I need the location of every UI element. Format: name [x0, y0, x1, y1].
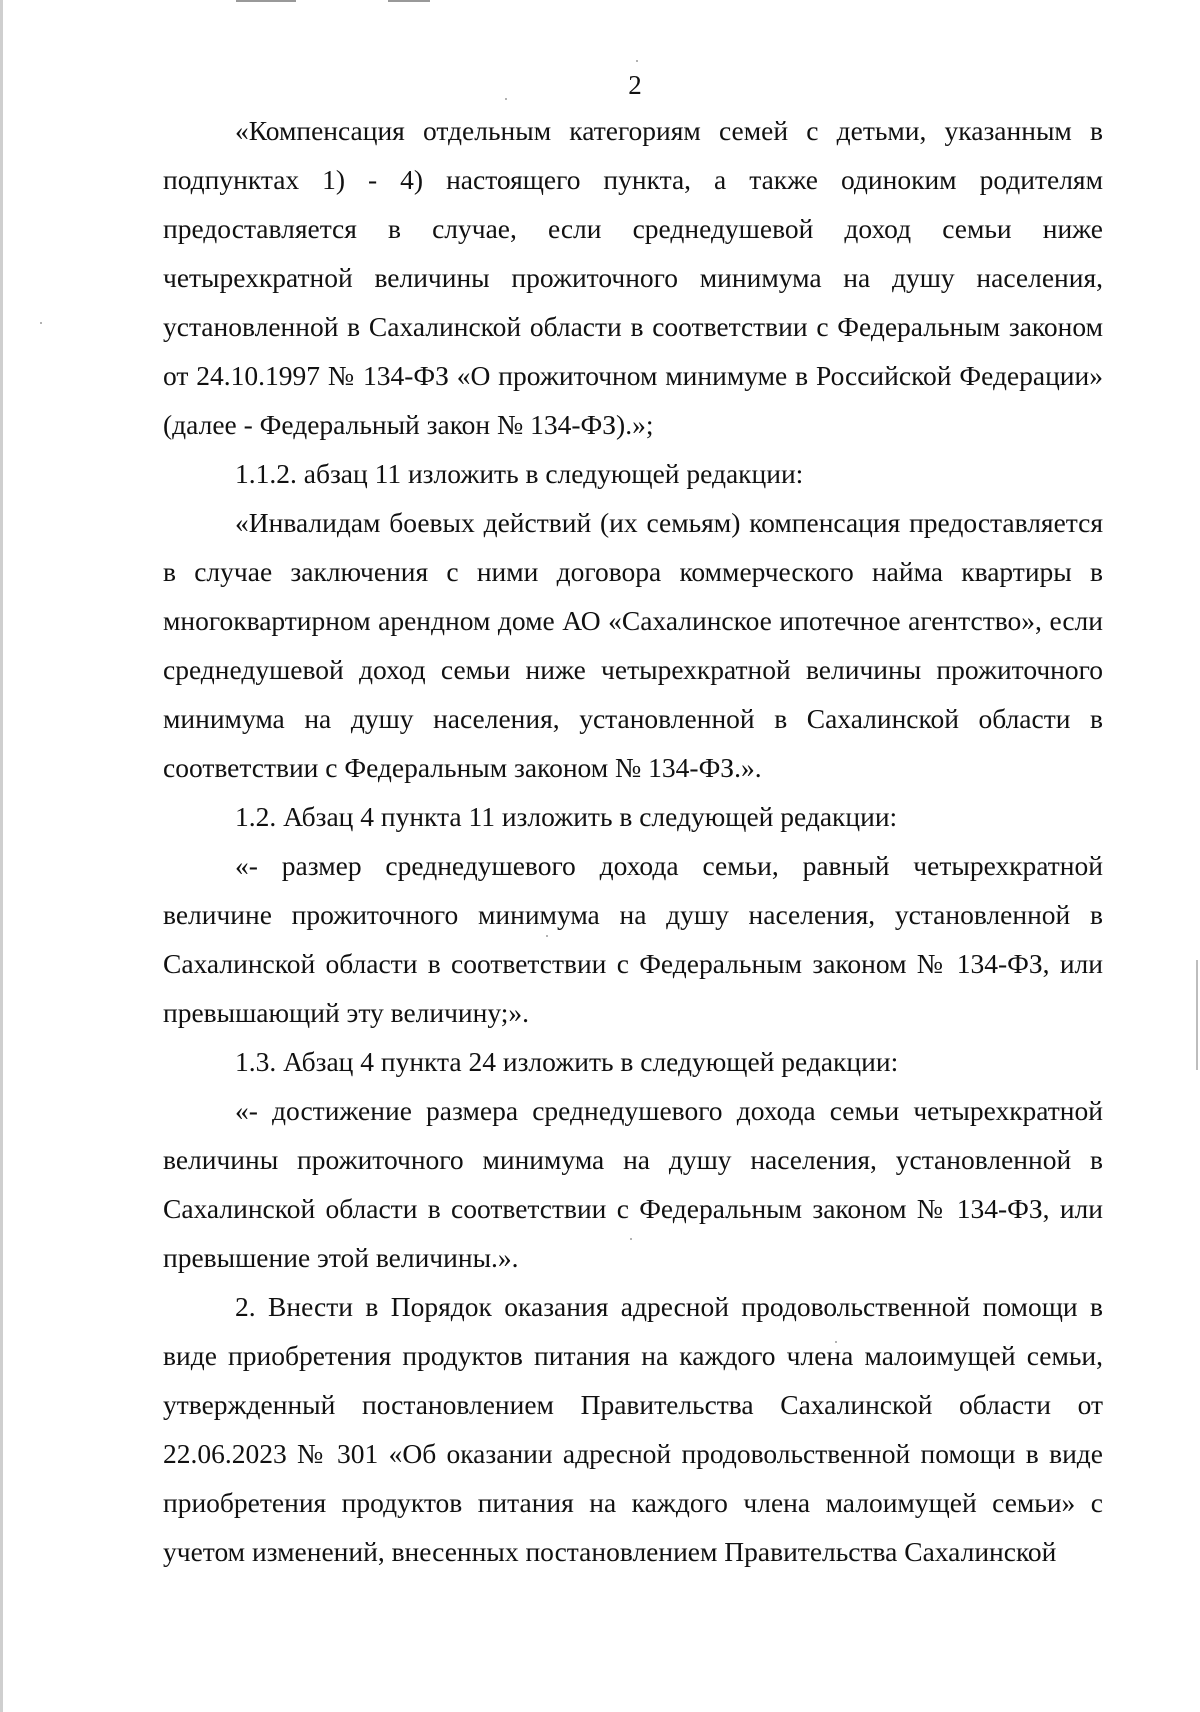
- page-number: 2: [628, 70, 642, 100]
- paragraph-item-2: 2. Внести в Порядок оказания адресной продовольственной помощи в виде приобретения продуктов питания на каждого члена малоимущей семьи, утвержденный постановлением Правительства Сахалинской области от 22.06.2023 № 301 «Об оказании адресной продовольственной помощи в виде приобретения продуктов питания на каждого члена малоимущей семьи» с учетом изменений, внесенных постановлением Правительства Сахалинской: [163, 1291, 1103, 1567]
- paragraph-income-reaching: «- достижение размера среднедушевого дохода семьи четырехкратной величины прожиточного минимума на душу населения, установленной в Сахалинской области в соответствии с Федеральным законом № 134-ФЗ, или превышение этой величины.».: [163, 1095, 1103, 1273]
- paragraph-income-size: «- размер среднедушевого дохода семьи, равный четырехкратной величине прожиточного минимума на душу населения, установленной в Сахалинской области в соответствии с Федеральным законом № 134-ФЗ, или превышающий эту величину;».: [163, 850, 1103, 1028]
- paragraph-item-1-2: 1.2. Абзац 4 пункта 11 изложить в следующей редакции:: [235, 801, 898, 832]
- scan-speck: [40, 322, 42, 324]
- paragraph-compensation-conditions: «Компенсация отдельным категориям семей с детьми, указанным в подпунктах 1) - 4) настоящего пункта, а также одиноким родителям предоставляется в случае, если среднедушевой доход семьи ниже четырехкратной величины прожиточного минимума на душу населения, установленной в Сахалинской области в соответствии с Федеральным законом от 24.10.1997 № 134-ФЗ «О прожиточном минимуме в Российской Федерации» (далее - Федеральный закон № 134-ФЗ).»;: [163, 115, 1103, 440]
- scan-top-mark: [236, 0, 296, 2]
- scan-speck: [636, 60, 638, 62]
- paragraph-item-1-3: 1.3. Абзац 4 пункта 24 изложить в следующей редакции:: [235, 1046, 899, 1077]
- document-body: [163, 106, 1103, 1576]
- paragraph-combat-invalids: «Инвалидам боевых действий (их семьям) компенсация предоставляется в случае заключения с ними договора коммерческого найма квартиры в многоквартирном арендном доме АО «Сахалинское ипотечное агентство», если среднедушевой доход семьи ниже четырехкратной величины прожиточного минимума на душу населения, установленной в Сахалинской области в соответствии с Федеральным законом № 134-ФЗ.».: [163, 507, 1103, 783]
- scan-right-mark: [1196, 960, 1198, 1070]
- paragraph-item-1-1-2: 1.1.2. абзац 11 изложить в следующей редакции:: [235, 458, 804, 489]
- scan-top-mark: [388, 0, 430, 2]
- scan-left-edge: [0, 0, 3, 1712]
